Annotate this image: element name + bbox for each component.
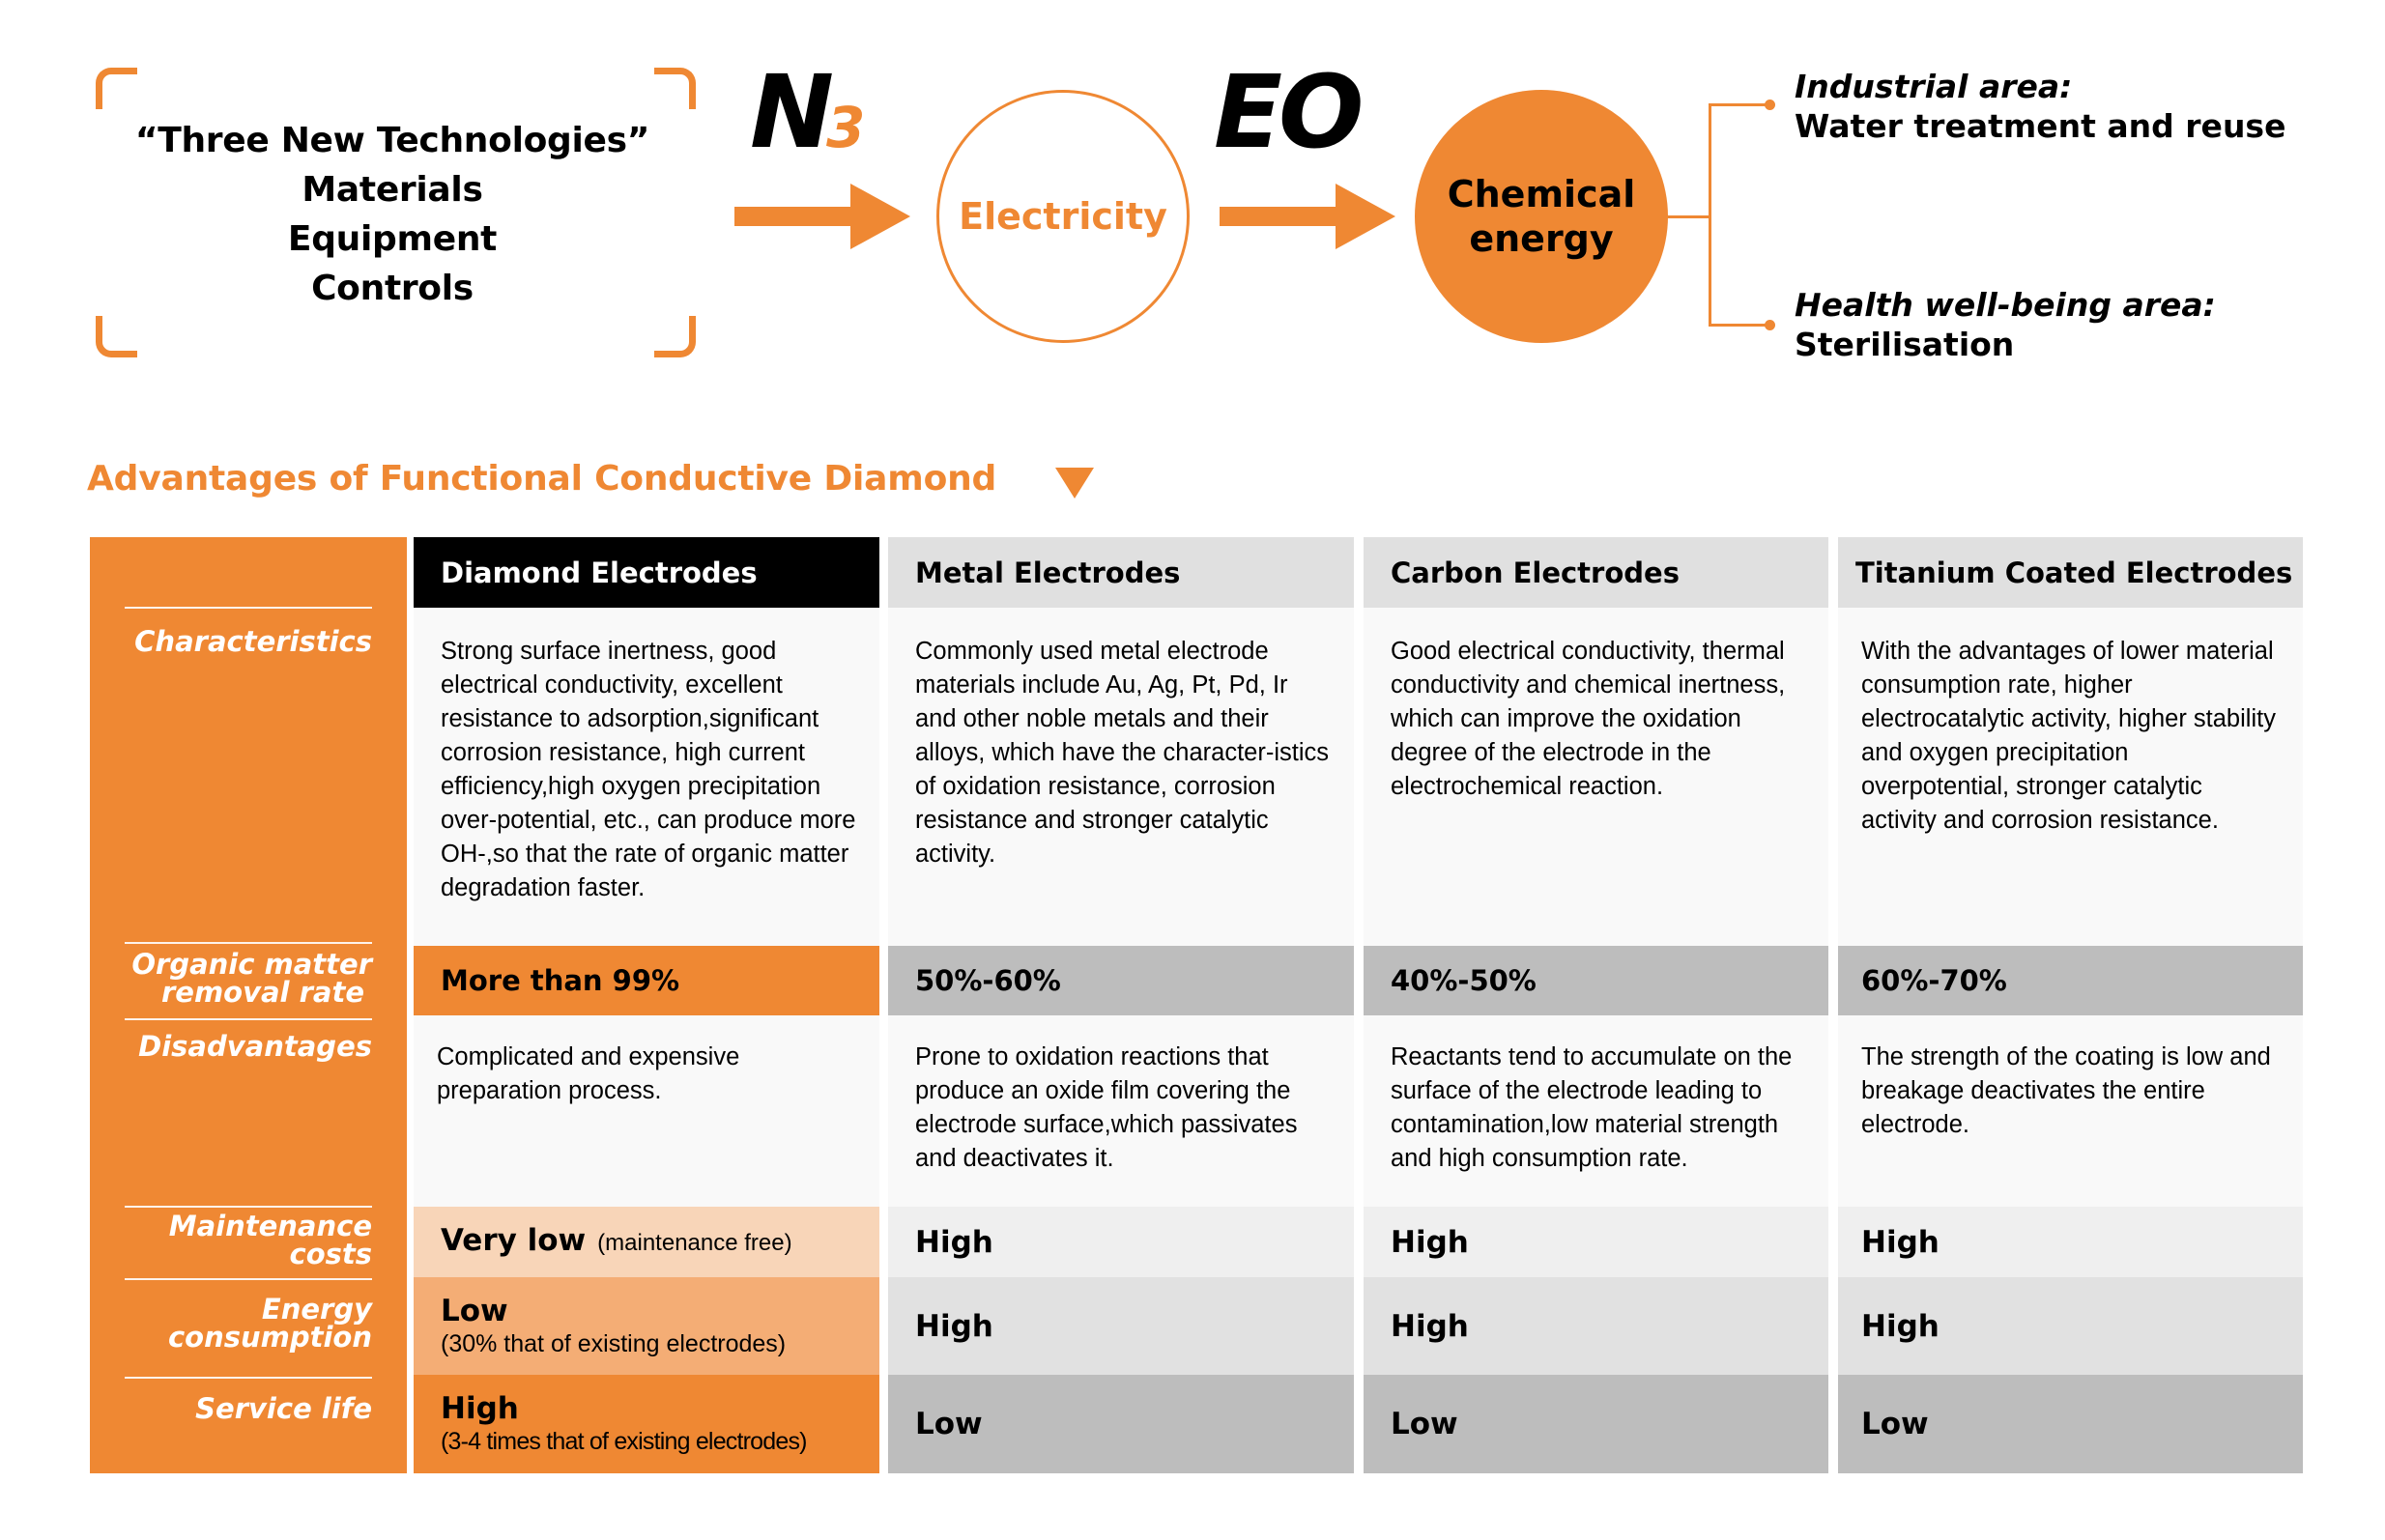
- column-header-carbon: Carbon Electrodes: [1364, 537, 1828, 608]
- technologies-list: [106, 116, 678, 313]
- industrial-area: [1795, 67, 2285, 146]
- row-label-organic-line1: Organic matter: [131, 948, 372, 981]
- electricity-node: [936, 90, 1190, 343]
- bracket-bottom-left: [96, 316, 137, 357]
- electricity-label: Electricity: [959, 195, 1167, 238]
- cell-characteristics-metal: Commonly used metal electrode materials include Au, Ag, Pt, Pd, Ir and other noble metals and their alloys, which have the character-istics of oxidation resistance, corrosion resistance and stronger catalytic activity.: [888, 608, 1354, 946]
- cell-disadvantages-diamond: Complicated and expensive preparation process.: [414, 1015, 879, 1207]
- branch-connector-bottom: [1709, 324, 1768, 327]
- n3-logo-subscript: 3: [826, 95, 866, 160]
- cell-energy-titanium: High: [1838, 1277, 2303, 1375]
- technologies-title: “Three New Technologies”: [134, 121, 650, 160]
- technology-equipment: Equipment: [287, 219, 498, 259]
- technology-materials: Materials: [302, 170, 483, 210]
- maintenance-note: (maintenance free): [597, 1230, 792, 1256]
- health-area-title: Health well-being area:: [1795, 286, 2216, 324]
- arrow-head: [1336, 184, 1395, 249]
- row-divider: [125, 1018, 372, 1020]
- chemical-energy-node: [1415, 90, 1668, 343]
- technology-controls: Controls: [311, 269, 474, 308]
- health-area-description: Sterilisation: [1795, 326, 2015, 363]
- cell-characteristics-diamond: Strong surface inertness, good electrical conductivity, excellent resistance to adsorption,significant corrosion resistance, high current efficiency,high oxygen precipitation over-potential, etc., can produce more OH-,so that the rate of organic matter degradation faster.: [414, 608, 879, 946]
- cell-service-life-carbon: Low: [1364, 1375, 1828, 1473]
- bullet-dot-icon: [1765, 100, 1775, 110]
- cell-removal-rate-titanium: 60%-70%: [1838, 946, 2303, 1015]
- arrow-right-icon: [1220, 184, 1395, 249]
- cell-maintenance-carbon: High: [1364, 1207, 1828, 1277]
- cell-removal-rate-metal: 50%-60%: [888, 946, 1354, 1015]
- cell-energy-carbon: High: [1364, 1277, 1828, 1375]
- triangle-down-icon: [1055, 468, 1094, 499]
- arrow-shaft: [734, 207, 852, 226]
- row-label-disadvantages: Disadvantages: [138, 1030, 372, 1063]
- cell-maintenance-titanium: High: [1838, 1207, 2303, 1277]
- cell-disadvantages-carbon: Reactants tend to accumulate on the surface of the electrode leading to contamination,low material strength and high consumption rate.: [1364, 1015, 1828, 1207]
- bracket-top-left: [96, 68, 137, 109]
- column-header-metal: Metal Electrodes: [888, 537, 1354, 608]
- health-area: [1795, 285, 2216, 364]
- cell-energy-diamond: [414, 1277, 879, 1375]
- n3-logo: [750, 53, 866, 171]
- row-label-energy-line2: consumption: [167, 1321, 372, 1354]
- cell-disadvantages-metal: Prone to oxidation reactions that produce an oxide film covering the electrode surface,which passivates and deactivates it.: [888, 1015, 1354, 1207]
- branch-connector-top: [1709, 103, 1768, 106]
- bracket-bottom-right: [654, 316, 696, 357]
- row-divider: [125, 1278, 372, 1280]
- column-header-diamond: Diamond Electrodes: [414, 537, 879, 608]
- cell-energy-metal: High: [888, 1277, 1354, 1375]
- bracket-top-right: [654, 68, 696, 109]
- arrow-right-icon: [734, 184, 910, 249]
- maintenance-value-text: Very low: [441, 1223, 587, 1258]
- row-label-service-life: Service life: [195, 1392, 372, 1425]
- cell-removal-rate-carbon: 40%-50%: [1364, 946, 1828, 1015]
- row-divider: [125, 942, 372, 944]
- cell-maintenance-diamond: [414, 1207, 879, 1277]
- row-divider: [125, 607, 372, 609]
- n3-logo-letter: N: [750, 53, 829, 171]
- bullet-dot-icon: [1765, 320, 1775, 330]
- row-label-maintenance-line1: Maintenance: [168, 1210, 372, 1242]
- cell-disadvantages-titanium: The strength of the coating is low and breakage deactivates the entire electrode.: [1838, 1015, 2303, 1207]
- chemical-energy-line2: energy: [1469, 217, 1614, 260]
- arrow-shaft: [1220, 207, 1337, 226]
- chemical-energy-line1: Chemical: [1447, 173, 1636, 215]
- service-life-note: (3-4 times that of existing electrodes): [441, 1428, 807, 1455]
- row-label-organic-line2: removal rate: [160, 976, 364, 1009]
- industrial-area-description: Water treatment and reuse: [1795, 107, 2286, 145]
- cell-characteristics-titanium: With the advantages of lower material consumption rate, higher electrocatalytic activity, higher stability and oxygen precipitation overpotential, stronger catalytic activity and corrosion resistance.: [1838, 608, 2303, 946]
- cell-removal-rate-diamond: More than 99%: [414, 946, 879, 1015]
- arrow-head: [850, 184, 910, 249]
- cell-service-life-diamond: [414, 1375, 879, 1473]
- column-header-titanium: Titanium Coated Electrodes: [1838, 537, 2303, 608]
- row-label-energy-line1: Energy: [261, 1293, 372, 1326]
- branch-connector-spine: [1709, 103, 1711, 327]
- maintenance-value: [441, 1223, 879, 1261]
- row-divider: [125, 1206, 372, 1208]
- cell-service-life-metal: Low: [888, 1375, 1354, 1473]
- row-label-maintenance-line2: costs: [289, 1238, 372, 1270]
- eo-logo: EO: [1214, 53, 1361, 171]
- energy-note: (30% that of existing electrodes): [441, 1329, 787, 1357]
- branch-connector-stem: [1666, 215, 1710, 218]
- chemical-energy-label: [1448, 172, 1636, 261]
- section-heading: Advantages of Functional Conductive Diamond: [87, 459, 997, 499]
- row-label-characteristics: Characteristics: [134, 625, 372, 658]
- cell-service-life-titanium: Low: [1838, 1375, 2303, 1473]
- cell-maintenance-metal: High: [888, 1207, 1354, 1277]
- row-divider: [125, 1377, 372, 1379]
- row-label-column: [90, 537, 407, 1473]
- service-life-value: High: [441, 1391, 519, 1426]
- cell-characteristics-carbon: Good electrical conductivity, thermal conductivity and chemical inertness, which can improve the oxidation degree of the electrode in the electrochemical reaction.: [1364, 608, 1828, 946]
- energy-value: Low: [441, 1293, 508, 1328]
- industrial-area-title: Industrial area:: [1795, 68, 2073, 105]
